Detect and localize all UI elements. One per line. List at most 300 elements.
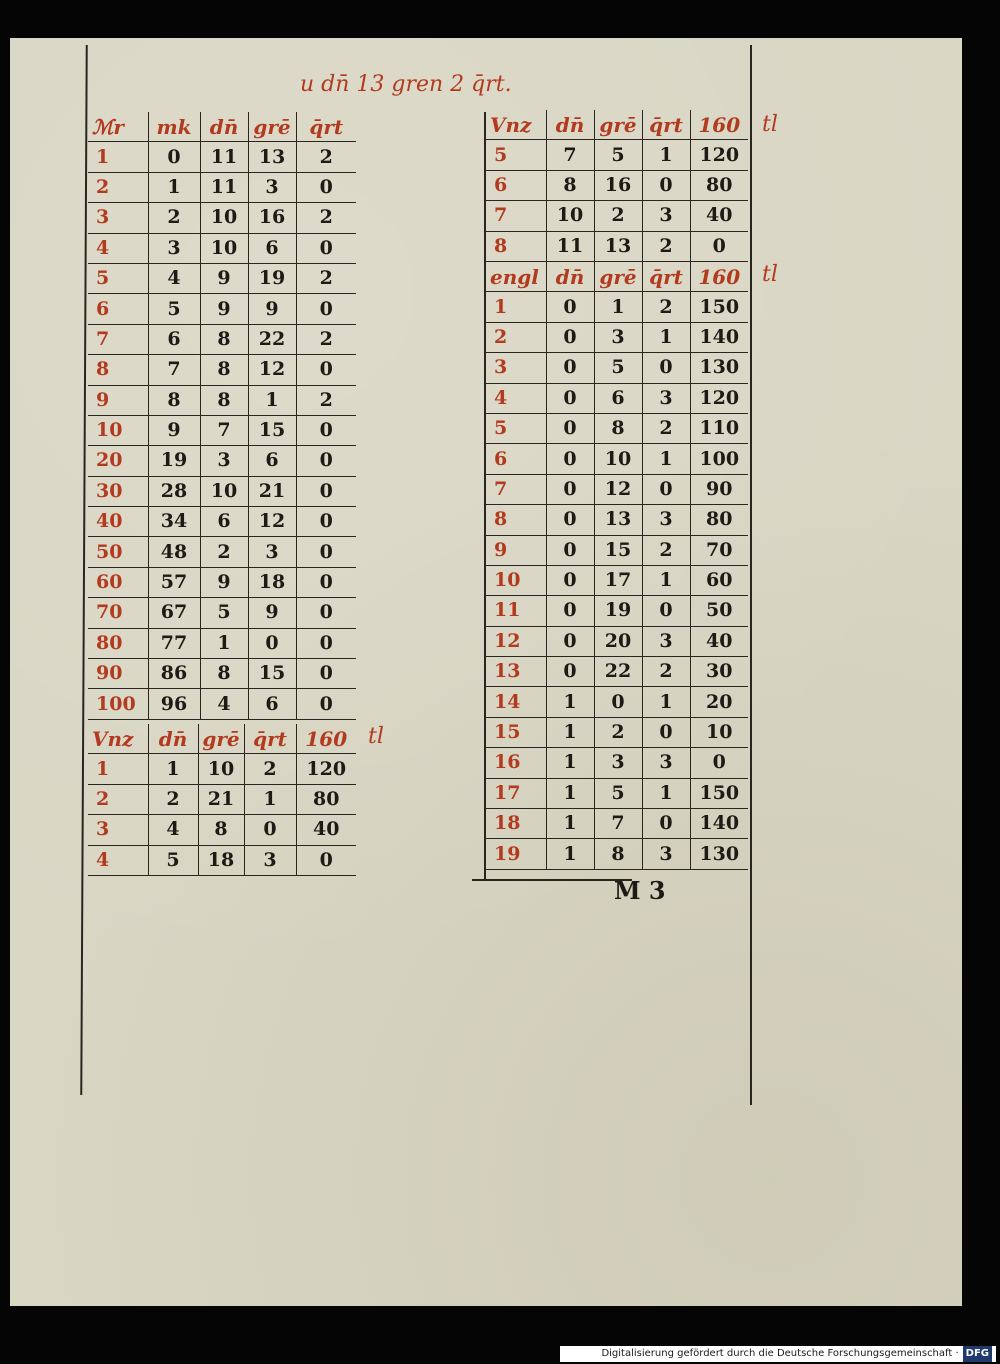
table-row	[88, 203, 356, 233]
table-row	[486, 413, 748, 443]
table-cell: 0	[546, 657, 594, 687]
table-cell: 20	[690, 687, 748, 717]
table-cell: 16	[248, 203, 296, 233]
table-cell: 15	[248, 659, 296, 689]
table-cell: 22	[248, 324, 296, 354]
table-cell: 5	[148, 294, 200, 324]
row-label: 1	[88, 142, 148, 172]
table-cell: 11	[200, 172, 248, 202]
table-header-row	[486, 262, 748, 292]
table-row	[88, 385, 356, 415]
row-label: 11	[486, 596, 546, 626]
row-label: 5	[486, 140, 546, 170]
table-row	[486, 717, 748, 747]
side-note-right-unz: tl	[762, 112, 778, 137]
table-cell: 21	[198, 784, 244, 814]
header-cell: grē	[594, 262, 642, 292]
table-row	[486, 809, 748, 839]
table-cell: 3	[642, 201, 690, 231]
table-cell: 3	[200, 446, 248, 476]
table-cell: 1	[546, 839, 594, 869]
table-cell: 8	[200, 324, 248, 354]
table-cell: 1	[148, 172, 200, 202]
table-cell: 0	[642, 596, 690, 626]
table-cell: 6	[248, 446, 296, 476]
header-cell: Vnz	[486, 110, 546, 140]
table-cell: 12	[248, 355, 296, 385]
table-cell: 2	[642, 535, 690, 565]
table-cell: 40	[296, 815, 356, 845]
row-label: 60	[88, 567, 148, 597]
table-cell: 7	[594, 809, 642, 839]
row-label: 7	[486, 201, 546, 231]
table-cell: 0	[594, 687, 642, 717]
table-cell: 22	[594, 657, 642, 687]
table-cell: 2	[642, 413, 690, 443]
table-cell: 1	[546, 778, 594, 808]
table-cell: 30	[690, 657, 748, 687]
table-row	[88, 324, 356, 354]
table-cell: 20	[594, 626, 642, 656]
table-row	[486, 322, 748, 352]
table-cell: 13	[248, 142, 296, 172]
ounce-table-left	[88, 724, 356, 876]
table-cell: 2	[296, 385, 356, 415]
table-cell: 8	[200, 355, 248, 385]
table-cell: 1	[244, 784, 296, 814]
row-label: 6	[486, 170, 546, 200]
row-label: 15	[486, 717, 546, 747]
table-cell: 96	[148, 689, 200, 719]
table-cell: 1	[642, 778, 690, 808]
table-cell: 150	[690, 778, 748, 808]
table-cell: 77	[148, 628, 200, 658]
row-label: 100	[88, 689, 148, 719]
footer-credit	[560, 1346, 996, 1362]
ounce-table-right	[486, 110, 748, 262]
table-cell: 2	[148, 784, 198, 814]
page-heading: u dn̄ 13 gren 2 q̄rt.	[300, 72, 512, 97]
row-label: 16	[486, 748, 546, 778]
table-cell: 2	[642, 231, 690, 261]
table-cell: 110	[690, 413, 748, 443]
header-cell: dn̄	[200, 112, 248, 142]
table-cell: 0	[690, 748, 748, 778]
table-cell: 9	[200, 294, 248, 324]
table-cell: 2	[148, 203, 200, 233]
table-cell: 0	[296, 294, 356, 324]
table-cell: 0	[546, 413, 594, 443]
table-cell: 3	[642, 383, 690, 413]
header-cell: grē	[198, 724, 244, 754]
table-cell: 0	[642, 809, 690, 839]
row-label: 20	[88, 446, 148, 476]
table-cell: 0	[296, 537, 356, 567]
table-cell: 1	[546, 809, 594, 839]
table-cell: 10	[546, 201, 594, 231]
header-cell: 160	[690, 110, 748, 140]
table-cell: 0	[248, 628, 296, 658]
table-cell: 0	[296, 567, 356, 597]
row-label: 6	[486, 444, 546, 474]
table-cell: 11	[546, 231, 594, 261]
dfg-logo: DFG	[963, 1346, 992, 1362]
row-label: 17	[486, 778, 546, 808]
table-cell: 2	[296, 142, 356, 172]
table-cell: 1	[546, 748, 594, 778]
table-cell: 40	[690, 201, 748, 231]
table-cell: 0	[546, 353, 594, 383]
table-cell: 0	[148, 142, 200, 172]
table-row	[486, 444, 748, 474]
table-row	[486, 626, 748, 656]
table-cell: 6	[594, 383, 642, 413]
table-header-row	[486, 110, 748, 140]
table-header-row	[88, 112, 356, 142]
table-cell: 0	[546, 535, 594, 565]
row-label: 40	[88, 507, 148, 537]
table-header-row	[88, 724, 356, 754]
table-cell: 8	[594, 839, 642, 869]
row-label: 30	[88, 476, 148, 506]
table-cell: 0	[296, 507, 356, 537]
table-cell: 120	[690, 383, 748, 413]
row-label: 7	[88, 324, 148, 354]
table-cell: 0	[296, 172, 356, 202]
table-cell: 6	[248, 233, 296, 263]
table-cell: 0	[296, 845, 356, 875]
row-label: 18	[486, 809, 546, 839]
table-cell: 80	[690, 505, 748, 535]
table-cell: 0	[296, 446, 356, 476]
table-cell: 9	[248, 294, 296, 324]
table-row	[486, 565, 748, 595]
table-cell: 13	[594, 231, 642, 261]
table-cell: 5	[594, 353, 642, 383]
table-row	[88, 628, 356, 658]
table-row	[88, 754, 356, 784]
table-row	[88, 476, 356, 506]
table-cell: 8	[200, 659, 248, 689]
table-cell: 80	[690, 170, 748, 200]
table-cell: 0	[296, 659, 356, 689]
footer-text: Digitalisierung gefördert durch die Deutsche Forschungsgemeinschaft ·	[601, 1348, 959, 1359]
table-cell: 67	[148, 598, 200, 628]
table-cell: 2	[244, 754, 296, 784]
table-cell: 3	[594, 748, 642, 778]
table-cell: 0	[546, 565, 594, 595]
table-cell: 2	[296, 203, 356, 233]
table-cell: 8	[148, 385, 200, 415]
table-cell: 1	[200, 628, 248, 658]
row-label: 90	[88, 659, 148, 689]
table-cell: 3	[642, 505, 690, 535]
table-row	[486, 231, 748, 261]
table-cell: 0	[546, 444, 594, 474]
table-cell: 2	[200, 537, 248, 567]
table-cell: 150	[690, 292, 748, 322]
table-cell: 100	[690, 444, 748, 474]
table-cell: 10	[690, 717, 748, 747]
table-row	[88, 659, 356, 689]
table-cell: 0	[296, 598, 356, 628]
table-row	[88, 446, 356, 476]
table-cell: 16	[594, 170, 642, 200]
header-cell: q̄rt	[244, 724, 296, 754]
right-margin-rule	[750, 45, 752, 1105]
table-cell: 0	[546, 626, 594, 656]
row-label: 3	[88, 203, 148, 233]
table-cell: 10	[198, 754, 244, 784]
table-row	[88, 845, 356, 875]
row-label: 5	[88, 263, 148, 293]
table-row	[486, 292, 748, 322]
table-cell: 4	[148, 263, 200, 293]
header-cell: dn̄	[546, 262, 594, 292]
table-cell: 2	[642, 292, 690, 322]
table-cell: 8	[594, 413, 642, 443]
table-cell: 34	[148, 507, 200, 537]
table-row	[486, 353, 748, 383]
table-cell: 2	[296, 324, 356, 354]
table-cell: 18	[198, 845, 244, 875]
header-cell: grē	[248, 112, 296, 142]
table-cell: 1	[642, 687, 690, 717]
table-cell: 8	[546, 170, 594, 200]
row-label: 2	[88, 172, 148, 202]
table-cell: 11	[200, 142, 248, 172]
header-cell: 160	[690, 262, 748, 292]
table-cell: 0	[296, 628, 356, 658]
table-cell: 10	[200, 476, 248, 506]
table-row	[88, 233, 356, 263]
table-cell: 10	[200, 233, 248, 263]
engl-table	[486, 262, 748, 870]
row-label: 70	[88, 598, 148, 628]
table-cell: 80	[296, 784, 356, 814]
table-cell: 10	[200, 203, 248, 233]
header-cell: ℳr	[88, 112, 148, 142]
header-cell: dn̄	[148, 724, 198, 754]
table-row	[88, 567, 356, 597]
table-cell: 28	[148, 476, 200, 506]
row-label: 8	[486, 505, 546, 535]
table-cell: 1	[642, 322, 690, 352]
table-cell: 140	[690, 322, 748, 352]
table-cell: 3	[148, 233, 200, 263]
table-row	[486, 687, 748, 717]
row-label: 4	[88, 845, 148, 875]
header-cell: 160	[296, 724, 356, 754]
row-label: 5	[486, 413, 546, 443]
row-label: 9	[88, 385, 148, 415]
table-row	[486, 201, 748, 231]
table-row	[486, 596, 748, 626]
header-cell: q̄rt	[642, 110, 690, 140]
header-cell: Vnz	[88, 724, 148, 754]
side-note-engl: tl	[762, 262, 778, 287]
table-cell: 9	[200, 263, 248, 293]
table-cell: 3	[248, 172, 296, 202]
table-cell: 86	[148, 659, 200, 689]
table-cell: 12	[594, 474, 642, 504]
table-row	[486, 778, 748, 808]
table-row	[486, 657, 748, 687]
table-row	[88, 172, 356, 202]
table-row	[88, 415, 356, 445]
table-row	[88, 294, 356, 324]
table-row	[486, 748, 748, 778]
header-cell: engl	[486, 262, 546, 292]
table-cell: 48	[148, 537, 200, 567]
table-cell: 60	[690, 565, 748, 595]
table-row	[88, 598, 356, 628]
row-label: 14	[486, 687, 546, 717]
table-cell: 1	[248, 385, 296, 415]
table-cell: 2	[594, 201, 642, 231]
table-cell: 10	[594, 444, 642, 474]
table-row	[88, 815, 356, 845]
table-cell: 0	[690, 231, 748, 261]
row-label: 1	[486, 292, 546, 322]
table-cell: 7	[148, 355, 200, 385]
table-cell: 0	[546, 322, 594, 352]
table-row	[486, 170, 748, 200]
table-cell: 13	[594, 505, 642, 535]
table-cell: 1	[642, 565, 690, 595]
table-cell: 1	[546, 687, 594, 717]
table-row	[486, 474, 748, 504]
table-cell: 19	[248, 263, 296, 293]
table-cell: 1	[594, 292, 642, 322]
table-cell: 6	[200, 507, 248, 537]
header-cell: grē	[594, 110, 642, 140]
row-label: 19	[486, 839, 546, 869]
table-cell: 70	[690, 535, 748, 565]
table-cell: 3	[248, 537, 296, 567]
row-label: 8	[88, 355, 148, 385]
table-cell: 19	[148, 446, 200, 476]
table-cell: 0	[642, 474, 690, 504]
table-row	[88, 263, 356, 293]
table-cell: 3	[642, 748, 690, 778]
table-cell: 0	[642, 170, 690, 200]
table-cell: 1	[642, 444, 690, 474]
table-cell: 0	[296, 233, 356, 263]
table-cell: 0	[642, 717, 690, 747]
table-cell: 3	[642, 626, 690, 656]
row-label: 7	[486, 474, 546, 504]
table-cell: 9	[200, 567, 248, 597]
table-cell: 9	[148, 415, 200, 445]
row-label: 10	[88, 415, 148, 445]
table-cell: 0	[244, 815, 296, 845]
table-cell: 7	[200, 415, 248, 445]
table-cell: 15	[594, 535, 642, 565]
table-cell: 5	[594, 778, 642, 808]
table-cell: 1	[148, 754, 198, 784]
table-cell: 0	[296, 355, 356, 385]
table-cell: 3	[642, 839, 690, 869]
table-cell: 40	[690, 626, 748, 656]
table-cell: 2	[594, 717, 642, 747]
header-cell: q̄rt	[296, 112, 356, 142]
row-label: 2	[88, 784, 148, 814]
table-cell: 0	[546, 474, 594, 504]
header-cell: mk	[148, 112, 200, 142]
table-cell: 6	[148, 324, 200, 354]
table-cell: 5	[594, 140, 642, 170]
table-cell: 9	[248, 598, 296, 628]
table-cell: 3	[244, 845, 296, 875]
table-cell: 0	[546, 383, 594, 413]
table-row	[486, 535, 748, 565]
header-cell: dn̄	[546, 110, 594, 140]
table-cell: 130	[690, 353, 748, 383]
side-note-left-unz: tl	[368, 724, 384, 749]
table-cell: 15	[248, 415, 296, 445]
row-label: 50	[88, 537, 148, 567]
table-cell: 57	[148, 567, 200, 597]
table-row	[88, 142, 356, 172]
table-row	[88, 784, 356, 814]
table-cell: 8	[200, 385, 248, 415]
table-cell: 1	[546, 717, 594, 747]
row-label: 4	[88, 233, 148, 263]
table-cell: 6	[248, 689, 296, 719]
table-cell: 17	[594, 565, 642, 595]
table-cell: 2	[642, 657, 690, 687]
table-cell: 120	[296, 754, 356, 784]
table-cell: 130	[690, 839, 748, 869]
row-label: 10	[486, 565, 546, 595]
table-cell: 50	[690, 596, 748, 626]
table-cell: 0	[546, 505, 594, 535]
table-row	[88, 355, 356, 385]
table-row	[486, 505, 748, 535]
table-cell: 120	[690, 140, 748, 170]
mark-conversion-table	[88, 112, 356, 720]
table-cell: 5	[148, 845, 198, 875]
table-cell: 4	[200, 689, 248, 719]
row-label: 4	[486, 383, 546, 413]
row-label: 2	[486, 322, 546, 352]
table-cell: 0	[546, 292, 594, 322]
table-row	[88, 507, 356, 537]
header-cell: q̄rt	[642, 262, 690, 292]
table-cell: 0	[642, 353, 690, 383]
signature-mark: M 3	[614, 876, 666, 905]
table-cell: 0	[296, 476, 356, 506]
table-cell: 8	[198, 815, 244, 845]
table-cell: 5	[200, 598, 248, 628]
table-cell: 3	[594, 322, 642, 352]
row-label: 80	[88, 628, 148, 658]
table-cell: 1	[642, 140, 690, 170]
table-cell: 12	[248, 507, 296, 537]
row-label: 9	[486, 535, 546, 565]
table-cell: 140	[690, 809, 748, 839]
table-cell: 19	[594, 596, 642, 626]
table-cell: 21	[248, 476, 296, 506]
table-cell: 18	[248, 567, 296, 597]
row-label: 12	[486, 626, 546, 656]
table-row	[486, 383, 748, 413]
table-row	[88, 537, 356, 567]
table-cell: 7	[546, 140, 594, 170]
table-row	[486, 839, 748, 869]
table-cell: 4	[148, 815, 198, 845]
